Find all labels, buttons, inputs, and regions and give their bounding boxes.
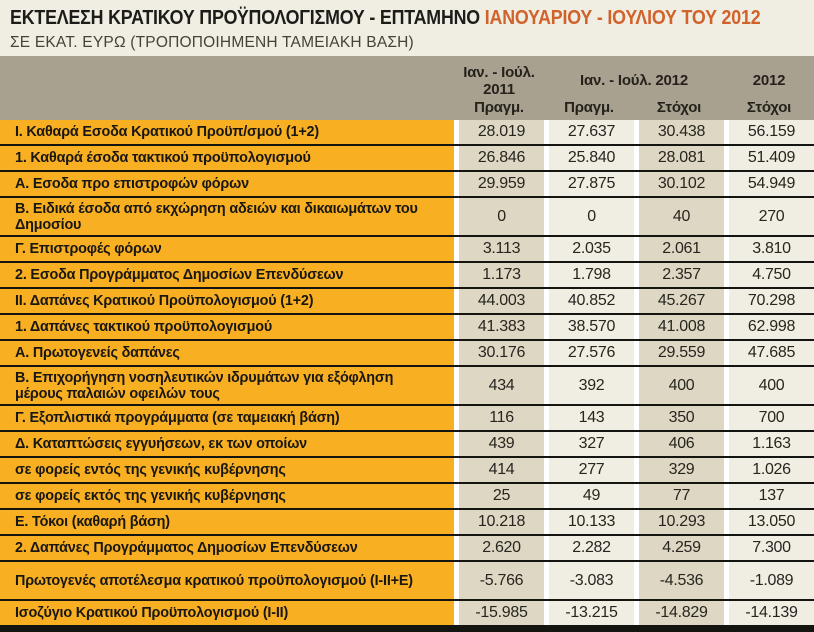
cell-jan-jul-2012-actual: 27.875 (544, 172, 634, 196)
cell-2012-target: -1.089 (724, 562, 814, 599)
cell-jan-jul-2012-target: 29.559 (634, 341, 724, 365)
cell-2012-target: 54.949 (724, 172, 814, 196)
cell-jan-jul-2012-target: 45.267 (634, 289, 724, 313)
row-label (0, 367, 454, 404)
row-label (0, 458, 454, 482)
row-label-text: Β. Επιχορήγηση νοσηλευτικών ιδρυμάτων για εξόφληση μέρους παλαιών οφειλών τους (15, 368, 394, 402)
cell-jan-jul-2011-actual: -15.985 (454, 601, 544, 625)
subheader-row (454, 99, 814, 116)
row-label (0, 341, 454, 365)
cell-jan-jul-2011-actual: 434 (454, 367, 544, 404)
cell-jan-jul-2012-actual: 1.798 (544, 263, 634, 287)
cell-2012-target: 1.026 (724, 458, 814, 482)
cell-2012-target: 47.685 (724, 341, 814, 365)
table-row (0, 562, 814, 599)
title-block (0, 0, 814, 56)
row-label (0, 289, 454, 313)
table-row (0, 146, 814, 170)
cell-2012-target: 400 (724, 367, 814, 404)
cell-2012-target: 270 (724, 198, 814, 235)
cell-jan-jul-2011-actual: 25 (454, 484, 544, 508)
row-label-text: Α. Εσοδα προ επιστροφών φόρων (15, 175, 249, 192)
cell-jan-jul-2012-target: 2.357 (634, 263, 724, 287)
header-columns (454, 64, 814, 116)
cell-jan-jul-2012-target: -4.536 (634, 562, 724, 599)
cell-jan-jul-2011-actual: 439 (454, 432, 544, 456)
row-label (0, 172, 454, 196)
cell-jan-jul-2011-actual: 28.019 (454, 120, 544, 144)
cell-jan-jul-2012-actual: 27.637 (544, 120, 634, 144)
row-label (0, 198, 454, 235)
cell-jan-jul-2011-actual: 44.003 (454, 289, 544, 313)
column-group-2012: 2012 (752, 72, 786, 90)
table-row (0, 484, 814, 508)
cell-2012-target: 7.300 (724, 536, 814, 560)
row-label-text: Β. Ειδικά έσοδα από εκχώρηση αδειών και δικαιωμάτων του Δημοσίου (15, 199, 418, 233)
table-row (0, 289, 814, 313)
row-label (0, 237, 454, 261)
page-title-period: ΙΑΝΟΥΑΡΙΟΥ - ΙΟΥΛΙΟΥ ΤΟΥ 2012 (484, 7, 761, 29)
row-label-text: 2. Εσοδα Προγράμματος Δημοσίων Επενδύσεων (15, 266, 344, 283)
row-label-text: Α. Πρωτογενείς δαπάνες (15, 344, 180, 361)
cell-jan-jul-2012-target: 28.081 (634, 146, 724, 170)
cell-jan-jul-2011-actual: 116 (454, 406, 544, 430)
row-label-text: Πρωτογενές αποτέλεσμα κρατικού προϋπολογισμού (Ι-ΙΙ+Ε) (15, 571, 413, 589)
cell-2012-target: 1.163 (724, 432, 814, 456)
row-label-text: Ι. Καθαρά Εσοδα Κρατικού Προϋπ/σμού (1+2) (15, 123, 319, 140)
table-body (0, 120, 814, 632)
cell-jan-jul-2012-target: 406 (634, 432, 724, 456)
row-label-text: ΙΙ. Δαπάνες Κρατικού Προϋπολογισμού (1+2) (15, 292, 314, 309)
cell-jan-jul-2012-actual: 277 (544, 458, 634, 482)
subheader-2011-actual: Πραγμ. (474, 98, 524, 116)
cell-jan-jul-2011-actual: 3.113 (454, 237, 544, 261)
column-group-jan-jul-2011: Ιαν. - Ιούλ. 2011 (463, 64, 535, 98)
cell-2012-target: 3.810 (724, 237, 814, 261)
subheader-2012-target: Στόχοι (656, 98, 702, 116)
column-group-row (454, 65, 814, 99)
row-label-text: σε φορείς εκτός της γενικής κυβέρνησης (15, 487, 286, 504)
row-label-text: Γ. Εξοπλιστικά προγράμματα (σε ταμειακή βάση) (15, 409, 340, 426)
cell-jan-jul-2011-actual: 2.620 (454, 536, 544, 560)
table-row (0, 198, 814, 235)
cell-jan-jul-2012-target: 30.438 (634, 120, 724, 144)
row-label (0, 146, 454, 170)
row-label (0, 406, 454, 430)
row-label-text: 1. Καθαρά έσοδα τακτικού προϋπολογισμού (15, 149, 311, 166)
cell-jan-jul-2011-actual: -5.766 (454, 562, 544, 599)
header-spacer (0, 65, 454, 113)
cell-jan-jul-2012-target: 2.061 (634, 237, 724, 261)
row-label (0, 315, 454, 339)
cell-jan-jul-2012-target: 40 (634, 198, 724, 235)
cell-jan-jul-2012-target: 10.293 (634, 510, 724, 534)
cell-jan-jul-2012-target: -14.829 (634, 601, 724, 625)
row-label (0, 432, 454, 456)
row-label-text: 2. Δαπάνες Προγράμματος Δημοσίων Επενδύσεων (15, 539, 358, 556)
row-label-text: Δ. Καταπτώσεις εγγυήσεων, εκ των οποίων (15, 435, 308, 452)
cell-jan-jul-2012-target: 329 (634, 458, 724, 482)
table-row (0, 341, 814, 365)
row-label (0, 536, 454, 560)
table-row (0, 510, 814, 534)
row-label-text: 1. Δαπάνες τακτικού προϋπολογισμού (15, 318, 273, 335)
cell-jan-jul-2012-target: 400 (634, 367, 724, 404)
row-label (0, 510, 454, 534)
table-row (0, 263, 814, 287)
cell-2012-target: 700 (724, 406, 814, 430)
table-row (0, 172, 814, 196)
cell-jan-jul-2012-actual: 327 (544, 432, 634, 456)
cell-jan-jul-2012-actual: 49 (544, 484, 634, 508)
cell-jan-jul-2012-actual: 40.852 (544, 289, 634, 313)
cell-jan-jul-2012-actual: 10.133 (544, 510, 634, 534)
page-title-main: ΕΚΤΕΛΕΣΗ ΚΡΑΤΙΚΟΥ ΠΡΟΫΠΟΛΟΓΙΣΜΟΥ - ΕΠΤΑΜΗΝΟ (10, 7, 485, 29)
cell-jan-jul-2011-actual: 29.959 (454, 172, 544, 196)
cell-2012-target: 70.298 (724, 289, 814, 313)
cell-2012-target: 56.159 (724, 120, 814, 144)
row-label-text: Ισοζύγιο Κρατικού Προϋπολογισμού (Ι-ΙΙ) (15, 604, 289, 621)
subheader-year-target: Στόχοι (746, 98, 792, 116)
table-row (0, 237, 814, 261)
row-label-text: Ε. Τόκοι (καθαρή βάση) (15, 513, 170, 530)
cell-jan-jul-2012-target: 4.259 (634, 536, 724, 560)
cell-jan-jul-2011-actual: 1.173 (454, 263, 544, 287)
cell-jan-jul-2012-actual: 392 (544, 367, 634, 404)
table-row (0, 536, 814, 560)
cell-jan-jul-2011-actual: 0 (454, 198, 544, 235)
table-row (0, 120, 814, 144)
table-row (0, 367, 814, 404)
cell-jan-jul-2011-actual: 41.383 (454, 315, 544, 339)
cell-jan-jul-2012-actual: 2.282 (544, 536, 634, 560)
subheader-2012-actual: Πραγμ. (564, 98, 614, 116)
row-label (0, 120, 454, 144)
cell-jan-jul-2012-actual: -3.083 (544, 562, 634, 599)
column-group-jan-jul-2012: Ιαν. - Ιούλ. 2012 (580, 72, 688, 90)
row-label (0, 484, 454, 508)
cell-jan-jul-2012-actual: -13.215 (544, 601, 634, 625)
table-row (0, 406, 814, 430)
table-header-band (0, 56, 814, 120)
cell-2012-target: 51.409 (724, 146, 814, 170)
cell-jan-jul-2011-actual: 414 (454, 458, 544, 482)
cell-jan-jul-2012-target: 30.102 (634, 172, 724, 196)
table-row (0, 458, 814, 482)
cell-jan-jul-2012-actual: 27.576 (544, 341, 634, 365)
cell-jan-jul-2012-actual: 143 (544, 406, 634, 430)
cell-jan-jul-2011-actual: 26.846 (454, 146, 544, 170)
cell-jan-jul-2012-target: 350 (634, 406, 724, 430)
cell-2012-target: 4.750 (724, 263, 814, 287)
row-label (0, 601, 454, 625)
page-title (10, 7, 761, 30)
cell-jan-jul-2012-actual: 0 (544, 198, 634, 235)
cell-2012-target: -14.139 (724, 601, 814, 625)
row-label (0, 263, 454, 287)
cell-2012-target: 137 (724, 484, 814, 508)
table-row (0, 601, 814, 625)
cell-jan-jul-2012-actual: 25.840 (544, 146, 634, 170)
row-label-text: Γ. Επιστροφές φόρων (15, 240, 162, 257)
row-label-text: σε φορείς εντός της γενικής κυβέρνησης (15, 461, 286, 478)
cell-jan-jul-2011-actual: 10.218 (454, 510, 544, 534)
cell-jan-jul-2012-target: 41.008 (634, 315, 724, 339)
page-subtitle: ΣΕ ΕΚΑΤ. ΕΥΡΩ (ΤΡΟΠΟΠΟΙΗΜΕΝΗ ΤΑΜΕΙΑΚΗ ΒΑΣΗ) (10, 34, 414, 51)
table-row (0, 315, 814, 339)
cell-jan-jul-2012-actual: 2.035 (544, 237, 634, 261)
cell-jan-jul-2012-actual: 38.570 (544, 315, 634, 339)
row-label (0, 562, 454, 599)
cell-jan-jul-2012-target: 77 (634, 484, 724, 508)
cell-2012-target: 62.998 (724, 315, 814, 339)
table-row (0, 432, 814, 456)
cell-2012-target: 13.050 (724, 510, 814, 534)
cell-jan-jul-2011-actual: 30.176 (454, 341, 544, 365)
